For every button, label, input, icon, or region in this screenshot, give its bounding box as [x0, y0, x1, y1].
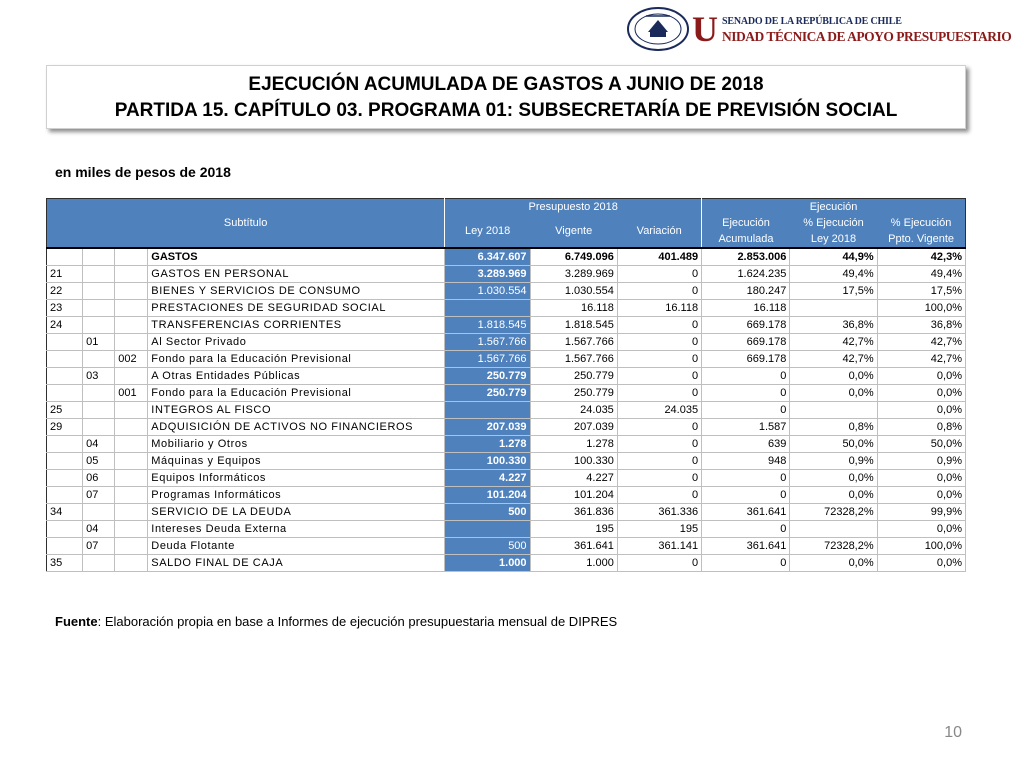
cell-c2: 04: [83, 521, 115, 538]
cell-label: Mobiliario y Otros: [148, 436, 445, 453]
cell-c2: 03: [83, 368, 115, 385]
cell-ley: 500: [445, 538, 530, 555]
cell-vigente: 250.779: [530, 368, 617, 385]
title-box: [46, 65, 966, 129]
cell-variacion: 0: [617, 266, 701, 283]
cell-vigente: 100.330: [530, 453, 617, 470]
cell-vigente: 3.289.969: [530, 266, 617, 283]
cell-pct-vig: 36,8%: [877, 317, 965, 334]
cell-vigente: 1.278: [530, 436, 617, 453]
cell-label: SALDO FINAL DE CAJA: [148, 555, 445, 572]
cell-ejec: 16.118: [702, 300, 790, 317]
cell-label: BIENES Y SERVICIOS DE CONSUMO: [148, 283, 445, 300]
cell-variacion: 0: [617, 436, 701, 453]
cell-label: GASTOS: [148, 248, 445, 266]
cell-pct-vig: 42,7%: [877, 334, 965, 351]
cell-c2: 05: [83, 453, 115, 470]
cell-pct-ley: 44,9%: [790, 248, 877, 266]
cell-ejec: 669.178: [702, 334, 790, 351]
cell-vigente: 4.227: [530, 470, 617, 487]
cell-variacion: 0: [617, 419, 701, 436]
cell-c2: 07: [83, 538, 115, 555]
cell-variacion: 195: [617, 521, 701, 538]
cell-ejec: 0: [702, 487, 790, 504]
table-row: [47, 555, 966, 572]
cell-c2: [83, 266, 115, 283]
header-ley: Ley 2018: [445, 215, 530, 248]
table-row: [47, 487, 966, 504]
table-row: [47, 248, 966, 266]
cell-ley: [445, 300, 530, 317]
cell-ejec: 0: [702, 555, 790, 572]
cell-ley: 1.818.545: [445, 317, 530, 334]
cell-c1: [47, 470, 83, 487]
cell-ley: [445, 521, 530, 538]
table-row: [47, 470, 966, 487]
page-number: 10: [944, 724, 962, 741]
cell-c1: [47, 334, 83, 351]
cell-pct-ley: 0,9%: [790, 453, 877, 470]
cell-vigente: 6.749.096: [530, 248, 617, 266]
cell-c1: [47, 453, 83, 470]
cell-ejec: 948: [702, 453, 790, 470]
cell-c3: [115, 555, 148, 572]
cell-pct-ley: 0,8%: [790, 419, 877, 436]
cell-pct-ley: 0,0%: [790, 385, 877, 402]
cell-pct-vig: 42,7%: [877, 351, 965, 368]
cell-c2: 01: [83, 334, 115, 351]
cell-ley: 1.030.554: [445, 283, 530, 300]
table-row: [47, 334, 966, 351]
footnote-label: Fuente: [55, 614, 98, 629]
cell-pct-vig: 0,0%: [877, 521, 965, 538]
header-pct-ley: % Ejecución Ley 2018: [790, 215, 877, 248]
cell-c2: 07: [83, 487, 115, 504]
cell-c3: [115, 368, 148, 385]
cell-pct-vig: 50,0%: [877, 436, 965, 453]
cell-pct-ley: 0,0%: [790, 487, 877, 504]
title-line-2: PARTIDA 15. CAPÍTULO 03. PROGRAMA 01: SUBSECRETARÍA DE PREVISIÓN SOCIAL: [114, 100, 898, 121]
cell-pct-vig: 0,9%: [877, 453, 965, 470]
cell-c3: 002: [115, 351, 148, 368]
cell-c3: 001: [115, 385, 148, 402]
cell-vigente: 207.039: [530, 419, 617, 436]
cell-label: A Otras Entidades Públicas: [148, 368, 445, 385]
cell-pct-vig: 17,5%: [877, 283, 965, 300]
cell-ejec: 0: [702, 368, 790, 385]
cell-c2: [83, 385, 115, 402]
cell-c1: 22: [47, 283, 83, 300]
cell-pct-vig: 0,0%: [877, 487, 965, 504]
cell-c3: [115, 317, 148, 334]
table-row: [47, 402, 966, 419]
cell-ejec: 1.587: [702, 419, 790, 436]
cell-vigente: 1.818.545: [530, 317, 617, 334]
cell-vigente: 1.567.766: [530, 351, 617, 368]
cell-ley: 250.779: [445, 368, 530, 385]
table-row: [47, 419, 966, 436]
cell-ley: 3.289.969: [445, 266, 530, 283]
cell-c1: [47, 385, 83, 402]
cell-c1: 35: [47, 555, 83, 572]
units-subtitle: en miles de pesos de 2018: [55, 164, 231, 180]
header-pct-vigente: % Ejecución Ppto. Vigente: [877, 215, 965, 248]
cell-c2: [83, 283, 115, 300]
cell-c2: [83, 317, 115, 334]
cell-c1: [47, 521, 83, 538]
table-row: [47, 266, 966, 283]
header-ejecucion: Ejecución: [702, 199, 966, 216]
table-row: [47, 368, 966, 385]
cell-c2: 06: [83, 470, 115, 487]
cell-variacion: 0: [617, 283, 701, 300]
header-variacion: Variación: [617, 215, 701, 248]
cell-c3: [115, 453, 148, 470]
header-vigente: Vigente: [530, 215, 617, 248]
table-row: [47, 436, 966, 453]
cell-pct-ley: 49,4%: [790, 266, 877, 283]
table-row: [47, 351, 966, 368]
cell-variacion: 361.336: [617, 504, 701, 521]
cell-c3: [115, 248, 148, 266]
cell-variacion: 0: [617, 487, 701, 504]
cell-ley: 1.567.766: [445, 351, 530, 368]
cell-ejec: 0: [702, 521, 790, 538]
cell-pct-vig: 100,0%: [877, 538, 965, 555]
cell-c1: 24: [47, 317, 83, 334]
cell-ley: 250.779: [445, 385, 530, 402]
cell-pct-vig: 42,3%: [877, 248, 965, 266]
cell-pct-ley: [790, 300, 877, 317]
cell-vigente: 361.641: [530, 538, 617, 555]
cell-vigente: 1.030.554: [530, 283, 617, 300]
cell-pct-ley: 42,7%: [790, 334, 877, 351]
senate-seal-icon: [626, 6, 690, 52]
cell-label: Fondo para la Educación Previsional: [148, 385, 445, 402]
cell-variacion: 0: [617, 470, 701, 487]
cell-variacion: 16.118: [617, 300, 701, 317]
cell-pct-vig: 0,8%: [877, 419, 965, 436]
cell-ejec: 180.247: [702, 283, 790, 300]
cell-ley: [445, 402, 530, 419]
cell-c2: [83, 504, 115, 521]
cell-label: Al Sector Privado: [148, 334, 445, 351]
cell-vigente: 1.000: [530, 555, 617, 572]
cell-variacion: 0: [617, 368, 701, 385]
cell-variacion: 401.489: [617, 248, 701, 266]
cell-c3: [115, 334, 148, 351]
cell-c3: [115, 504, 148, 521]
cell-variacion: 0: [617, 453, 701, 470]
cell-pct-vig: 100,0%: [877, 300, 965, 317]
senate-logo: [626, 6, 1018, 54]
cell-ley: 1.278: [445, 436, 530, 453]
table-row: [47, 317, 966, 334]
cell-c3: [115, 266, 148, 283]
cell-ley: 6.347.607: [445, 248, 530, 266]
cell-c3: [115, 487, 148, 504]
cell-c1: [47, 538, 83, 555]
header-subtitulo: Subtítulo: [47, 199, 445, 249]
cell-c1: 21: [47, 266, 83, 283]
cell-vigente: 1.567.766: [530, 334, 617, 351]
logo-line-2: NIDAD TÉCNICA DE APOYO PRESUPUESTARIO: [722, 29, 1012, 44]
cell-vigente: 16.118: [530, 300, 617, 317]
cell-label: INTEGROS AL FISCO: [148, 402, 445, 419]
cell-c1: 23: [47, 300, 83, 317]
cell-ejec: 361.641: [702, 538, 790, 555]
cell-c3: [115, 402, 148, 419]
cell-c2: [83, 248, 115, 266]
cell-c1: 25: [47, 402, 83, 419]
cell-c2: [83, 555, 115, 572]
cell-c3: [115, 300, 148, 317]
cell-pct-ley: 0,0%: [790, 555, 877, 572]
cell-label: Intereses Deuda Externa: [148, 521, 445, 538]
cell-label: Deuda Flotante: [148, 538, 445, 555]
cell-variacion: 0: [617, 317, 701, 334]
table-row: [47, 538, 966, 555]
cell-ley: 100.330: [445, 453, 530, 470]
cell-label: Programas Informáticos: [148, 487, 445, 504]
cell-vigente: 361.836: [530, 504, 617, 521]
cell-c1: [47, 248, 83, 266]
cell-variacion: 0: [617, 555, 701, 572]
cell-pct-ley: [790, 521, 877, 538]
logo-initial: U: [692, 9, 718, 49]
cell-vigente: 250.779: [530, 385, 617, 402]
cell-pct-vig: 99,9%: [877, 504, 965, 521]
cell-label: Máquinas y Equipos: [148, 453, 445, 470]
cell-c1: [47, 351, 83, 368]
cell-c1: [47, 436, 83, 453]
cell-variacion: 361.141: [617, 538, 701, 555]
cell-c2: [83, 402, 115, 419]
cell-label: PRESTACIONES DE SEGURIDAD SOCIAL: [148, 300, 445, 317]
cell-ley: 4.227: [445, 470, 530, 487]
cell-pct-ley: 17,5%: [790, 283, 877, 300]
cell-c2: [83, 419, 115, 436]
cell-ejec: 0: [702, 402, 790, 419]
cell-label: GASTOS EN PERSONAL: [148, 266, 445, 283]
cell-pct-ley: 42,7%: [790, 351, 877, 368]
cell-ley: 1.567.766: [445, 334, 530, 351]
cell-label: Fondo para la Educación Previsional: [148, 351, 445, 368]
cell-pct-vig: 0,0%: [877, 402, 965, 419]
header-ejec-acumulada: Ejecución Acumulada: [702, 215, 790, 248]
cell-variacion: 24.035: [617, 402, 701, 419]
cell-pct-ley: 50,0%: [790, 436, 877, 453]
cell-c3: [115, 436, 148, 453]
cell-ejec: 669.178: [702, 317, 790, 334]
cell-vigente: 195: [530, 521, 617, 538]
cell-variacion: 0: [617, 351, 701, 368]
cell-c2: [83, 300, 115, 317]
cell-label: ADQUISICIÓN DE ACTIVOS NO FINANCIEROS: [148, 419, 445, 436]
cell-pct-vig: 0,0%: [877, 385, 965, 402]
cell-pct-vig: 49,4%: [877, 266, 965, 283]
cell-c1: 34: [47, 504, 83, 521]
cell-label: Equipos Informáticos: [148, 470, 445, 487]
footnote-text: : Elaboración propia en base a Informes de ejecución presupuestaria mensual de DIPRES: [97, 614, 618, 629]
cell-c1: [47, 487, 83, 504]
table-row: [47, 504, 966, 521]
cell-c2: 04: [83, 436, 115, 453]
cell-pct-ley: 0,0%: [790, 470, 877, 487]
cell-ejec: 361.641: [702, 504, 790, 521]
cell-ley: 500: [445, 504, 530, 521]
header-presupuesto: Presupuesto 2018: [445, 199, 702, 216]
cell-ejec: 639: [702, 436, 790, 453]
cell-c3: [115, 470, 148, 487]
budget-table: [46, 198, 966, 572]
source-footnote: [55, 614, 617, 629]
cell-pct-ley: 36,8%: [790, 317, 877, 334]
table-row: [47, 385, 966, 402]
cell-ley: 101.204: [445, 487, 530, 504]
cell-pct-ley: 0,0%: [790, 368, 877, 385]
cell-ley: 207.039: [445, 419, 530, 436]
cell-c3: [115, 419, 148, 436]
cell-pct-ley: 72328,2%: [790, 504, 877, 521]
cell-c3: [115, 521, 148, 538]
cell-pct-vig: 0,0%: [877, 555, 965, 572]
cell-c3: [115, 538, 148, 555]
cell-ejec: 1.624.235: [702, 266, 790, 283]
cell-vigente: 101.204: [530, 487, 617, 504]
cell-label: TRANSFERENCIAS CORRIENTES: [148, 317, 445, 334]
cell-c2: [83, 351, 115, 368]
cell-variacion: 0: [617, 334, 701, 351]
cell-c1: [47, 368, 83, 385]
title-line-1: EJECUCIÓN ACUMULADA DE GASTOS A JUNIO DE 2018: [248, 74, 764, 95]
cell-ejec: 2.853.006: [702, 248, 790, 266]
table-row: [47, 300, 966, 317]
table-row: [47, 521, 966, 538]
cell-pct-vig: 0,0%: [877, 470, 965, 487]
cell-c3: [115, 283, 148, 300]
cell-label: SERVICIO DE LA DEUDA: [148, 504, 445, 521]
cell-pct-vig: 0,0%: [877, 368, 965, 385]
cell-vigente: 24.035: [530, 402, 617, 419]
cell-ejec: 0: [702, 385, 790, 402]
logo-line-1: SENADO DE LA REPÚBLICA DE CHILE: [722, 16, 902, 27]
cell-ejec: 669.178: [702, 351, 790, 368]
cell-c1: 29: [47, 419, 83, 436]
table-row: [47, 453, 966, 470]
cell-ley: 1.000: [445, 555, 530, 572]
table-row: [47, 283, 966, 300]
cell-ejec: 0: [702, 470, 790, 487]
cell-pct-ley: 72328,2%: [790, 538, 877, 555]
cell-pct-ley: [790, 402, 877, 419]
cell-variacion: 0: [617, 385, 701, 402]
